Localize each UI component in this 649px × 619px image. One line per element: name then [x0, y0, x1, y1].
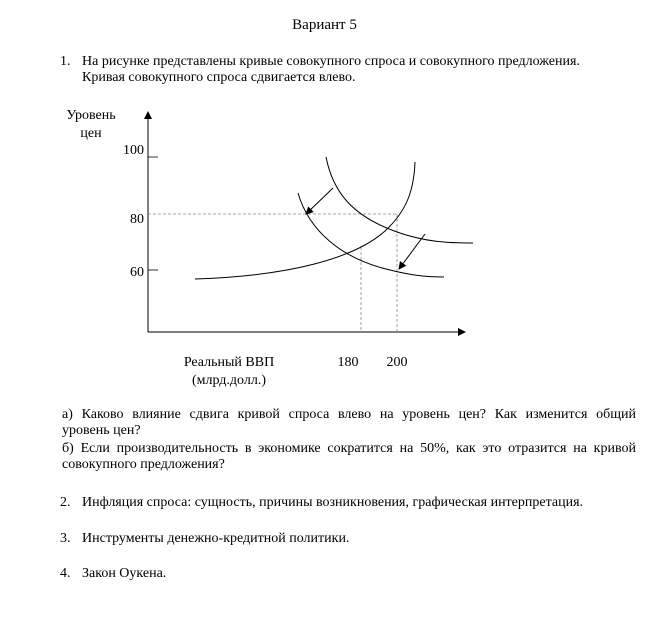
y-axis-label-line-2: цен [80, 126, 102, 141]
aggregate-demand-curve-initial [326, 157, 473, 243]
question-a-line-2: уровень цен? [62, 423, 141, 438]
y-tick-label-60: 60 [130, 265, 144, 280]
question-a [62, 407, 636, 439]
question-b [62, 441, 636, 473]
question-2-number: 2. [60, 495, 71, 510]
question-1-number: 1. [60, 54, 71, 69]
question-3-text: Инструменты денежно-кредитной политики. [82, 531, 350, 546]
y-axis-label-line-1: Уровень [66, 108, 116, 123]
question-3-number: 3. [60, 531, 71, 546]
shift-arrow-lower [399, 234, 425, 269]
question-a-line-1: а) Каково влияние сдвига кривой спроса влево на уровень цен? Как изменится общий [62, 407, 636, 422]
shift-arrow-upper [306, 188, 333, 214]
question-2-text: Инфляция спроса: сущность, причины возникновения, графическая интерпретация. [82, 495, 584, 510]
question-4-text: Закон Оукена. [82, 566, 167, 581]
x-tick-label-180: 180 [337, 355, 359, 370]
question-4-number: 4. [60, 566, 71, 581]
question-1-line-2: Кривая совокупного спроса сдвигается влево. [82, 70, 356, 85]
y-tick-label-80: 80 [130, 212, 144, 227]
page-title: Вариант 5 [292, 17, 357, 33]
y-tick-label-100: 100 [123, 143, 144, 158]
question-1-line-1: На рисунке представлены кривые совокупного спроса и совокупного предложения. [82, 54, 580, 69]
x-axis-label-line-1: Реальный ВВП [183, 355, 275, 370]
aggregate-demand-curve-shifted [298, 193, 444, 277]
question-b-line-1: б) Если производительность в экономике сократится на 50%, как это отразится на кривой [62, 441, 636, 456]
x-tick-label-200: 200 [386, 355, 408, 370]
question-b-line-2: совокупного предложения? [62, 457, 225, 472]
x-axis-label-line-2: (млрд.долл.) [191, 373, 267, 388]
aggregate-supply-curve [195, 162, 415, 279]
